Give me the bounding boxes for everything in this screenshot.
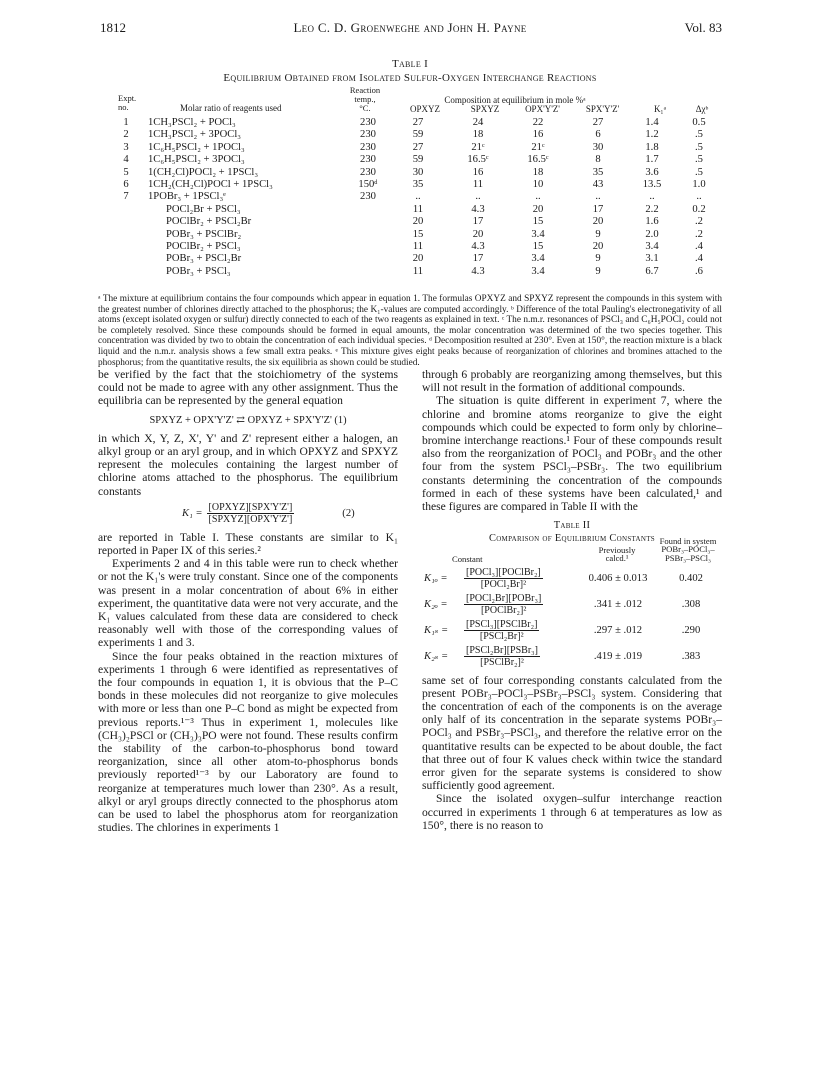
- mole-opxyz: 15: [412, 228, 424, 240]
- left-column: [98, 368, 398, 835]
- mole-opx2: 22: [532, 117, 544, 128]
- k-value: 1.8: [645, 141, 659, 153]
- table1-row: [104, 266, 722, 278]
- table2-row: [422, 592, 722, 618]
- previously-calculated: 0.406 ± 0.013: [588, 573, 648, 585]
- mole-opx2: 21ᶜ: [531, 141, 545, 153]
- reagent-ratio: POCl₂Br + PSCl₃: [166, 203, 241, 215]
- found-in-system: .308: [681, 599, 701, 611]
- reaction-temp: 230: [360, 166, 376, 178]
- mole-spx2: 30: [592, 141, 604, 153]
- mole-opxyz: 35: [412, 179, 424, 191]
- expression-denominator: [PSClBr₂]²: [480, 657, 524, 669]
- expt-no: 5: [123, 166, 129, 178]
- k-value: 1.2: [645, 129, 659, 141]
- expt-no: [104, 229, 148, 241]
- mole-spx2: 8: [595, 154, 601, 166]
- expt-no: 2: [123, 129, 129, 141]
- table1-row: [104, 216, 722, 228]
- delta-chi: .4: [695, 253, 703, 265]
- expt-no: 4: [123, 154, 129, 166]
- table1-row: [104, 154, 722, 166]
- k-value: 1.6: [645, 216, 659, 228]
- previously-calculated: .419 ± .019: [593, 651, 643, 663]
- mole-spxyz: 4.3: [471, 203, 485, 215]
- mole-opxyz: 11: [412, 203, 424, 215]
- reaction-temp: 230: [360, 117, 376, 128]
- constant-expression: [462, 644, 576, 670]
- reaction-temp: [348, 253, 388, 265]
- found-in-system: .383: [681, 651, 701, 663]
- constant-expression: [462, 618, 576, 644]
- table1-row: [104, 253, 722, 265]
- mole-spxyz: ..: [475, 191, 481, 203]
- reagent-ratio: 1CH₃PSCl₂ + POCl₃: [148, 117, 236, 128]
- mole-spxyz: 17: [472, 216, 484, 228]
- mole-opx2: 3.4: [531, 253, 545, 265]
- mole-spxyz: 4.3: [471, 241, 485, 253]
- delta-chi: .6: [695, 265, 703, 277]
- mole-opxyz: 20: [412, 253, 424, 265]
- table2-row: [422, 566, 722, 592]
- col-expt-header: Expt. no.: [118, 93, 137, 112]
- expt-no: [104, 253, 148, 265]
- col-temp-header: Reaction temp., °C.: [349, 85, 381, 113]
- reagent-ratio: POBr₃ + PSCl₂Br: [166, 253, 242, 265]
- table1-title: Equilibrium Obtained from Isolated Sulfur-Oxygen Interchange Reactions: [223, 72, 597, 84]
- col-spx2-header: SPX'Y'Z': [585, 104, 620, 114]
- col-k-header: K₁ᵃ: [653, 104, 667, 114]
- reaction-temp: 230: [360, 129, 376, 141]
- equation-1: SPXYZ + OPX'Y'Z' ⇄ OPXYZ + SPX'Y'Z' (1): [149, 414, 347, 426]
- mole-spxyz: 24: [472, 117, 484, 128]
- mole-spxyz: 20: [472, 228, 484, 240]
- mole-opx2: 20: [532, 203, 544, 215]
- right-column: [422, 368, 722, 832]
- mole-opxyz: 11: [412, 241, 424, 253]
- delta-chi: 0.2: [692, 203, 706, 215]
- mole-opxyz: ..: [415, 191, 421, 203]
- col-ratio-header: Molar ratio of reagents used: [180, 103, 282, 113]
- table1-row: [104, 241, 722, 253]
- mole-spxyz: 16.5ᶜ: [467, 154, 489, 166]
- equation-2: [98, 502, 398, 525]
- mole-opxyz: 59: [412, 154, 424, 166]
- expt-no: 6: [123, 179, 129, 191]
- mole-opx2: 3.4: [531, 228, 545, 240]
- constant-symbol: K₂ₛ =: [424, 651, 449, 663]
- k-value: 3.1: [645, 253, 659, 265]
- mole-opxyz: 27: [412, 117, 424, 128]
- mole-opx2: 16.5ᶜ: [527, 154, 549, 166]
- mole-spxyz: 21ᶜ: [471, 141, 485, 153]
- right-paragraph-3: same set of four corresponding constants calculated from the present POBr₃–POCl₃–PSBr₃–PSCl₃ system. Considering that the concentration of each of the components is on the average only half of its concentration in the separate systems POBr₃–POCl₃ and PSBr₃–PSCl₃, and therefore the relative error on the quantitative results can be expected to be about double, the fact that three out of four K values check within twice the standard error given for the separate systems is considered to show sufficiently good agreement.: [422, 673, 722, 793]
- mole-spx2: 17: [592, 203, 604, 215]
- col-dx-header: Δχᵇ: [695, 104, 709, 114]
- delta-chi: .2: [695, 216, 703, 228]
- table1-row: [104, 179, 722, 191]
- constant-expression: [462, 566, 576, 592]
- t2-col-found: Found in system POBr₃–POCl₃– PSBr₃–PSCl₃: [659, 535, 717, 563]
- k-value: 2.2: [645, 203, 659, 215]
- delta-chi: 0.5: [692, 117, 706, 128]
- expression-denominator: [POClBr₂]²: [480, 605, 527, 617]
- found-in-system: .290: [681, 625, 701, 637]
- mole-spx2: 43: [592, 179, 604, 191]
- mole-opx2: ..: [535, 191, 541, 203]
- k-value: 1.4: [645, 117, 659, 128]
- expression-denominator: [PSCl₂Br]²: [479, 631, 524, 643]
- expression-numerator: [POCl₂Br][POBr₃]: [466, 593, 542, 605]
- constant-symbol: K₁ₒ =: [424, 573, 448, 585]
- left-paragraph-4: Experiments 2 and 4 in this table were run to check whether or not the K₁'s were truly constant. Since one of the components was present in a molar concentration of about 6% in either experiment, the quantitative data were not very accurate, and the K₁ values calculated from these data are considered to check reasonably well with those of the corresponding values of experiments 1 and 3.: [98, 557, 398, 650]
- delta-chi: ..: [696, 191, 702, 203]
- k-value: 1.7: [645, 154, 659, 166]
- reaction-temp: [348, 229, 388, 241]
- table1-row: [104, 117, 722, 129]
- mole-spxyz: 11: [472, 179, 484, 191]
- col-composition-header: Composition at equilibrium in mole %ᵃ: [444, 95, 586, 105]
- table1-row: [104, 204, 722, 216]
- reaction-temp: 150ᵈ: [358, 179, 378, 191]
- expression-numerator: [PSCl₂Br][PSBr₃]: [466, 645, 538, 657]
- reagent-ratio: POBr₃ + PSClBr₂: [166, 228, 242, 240]
- mole-spx2: 9: [595, 265, 601, 277]
- left-paragraph-1: be verified by the fact that the stoichiometry of the systems could not be made to agree with any other assignment. Thus the equilibria can be represented by the general equation: [98, 368, 398, 408]
- reagent-ratio: POClBr₂ + PSCl₃: [166, 241, 241, 253]
- table1-footnotes: ᵃ The mixture at equilibrium contains the four compounds which appear in equation 1. The formulas OPXYZ and SPXYZ represent the compounds in this system with the greatest number of chlorines directly attached to the phosphorus; the K₁-values are computed accordingly. ᵇ Difference of the total Pauling's electronegativity of all atoms (except isolated oxygen or sulfur) directly connected to each of the two reagents as explained in text. ᶜ The n.m.r. resonances of PSCl₃ and C₆H₅POCl₂ could not be completely resolved. Since these compounds should be formed in equal amounts, the molar concentration was determined of the two species together. This concentration was divided by two to obtain the concentration of each individual species. ᵈ Decomposition resulted at 230°. Even at 150°, the reaction mixture is a black liquid and the n.m.r. analysis shows a few small extra peaks. ᵉ This mixture gives eight peaks because of reorganization of chlorines and bromines attached to the phosphorus; from the quantitative results, the six equilibria as shown could be studied.: [98, 294, 722, 368]
- reagent-ratio: POClBr₂ + PSCl₂Br: [166, 216, 252, 228]
- mole-spx2: 27: [592, 117, 604, 128]
- k-value: 3.6: [645, 166, 659, 178]
- col-opxyz-header: OPXYZ: [409, 104, 440, 114]
- delta-chi: .5: [695, 166, 703, 178]
- reaction-temp: 230: [360, 141, 376, 153]
- delta-chi: 1.0: [692, 179, 706, 191]
- k-value: 6.7: [645, 265, 659, 277]
- mole-opxyz: 20: [412, 216, 424, 228]
- k-value: 13.5: [642, 179, 662, 191]
- expt-no: 1: [123, 117, 129, 128]
- table1-label: Table I: [391, 58, 429, 70]
- table1-body: [104, 117, 722, 278]
- mole-spx2: 20: [592, 241, 604, 253]
- reaction-temp: [348, 241, 388, 253]
- mole-opx2: 16: [532, 129, 544, 141]
- mole-spx2: 35: [592, 166, 604, 178]
- table1-row: [104, 191, 722, 203]
- right-paragraph-1: through 6 probably are reorganizing among themselves, but this will not result in the formation of additional compounds.: [422, 368, 722, 395]
- reaction-temp: [348, 216, 388, 228]
- expt-no: 7: [123, 191, 129, 203]
- table2-body: [422, 566, 722, 670]
- table1-row: [104, 167, 722, 179]
- k-value: 3.4: [645, 241, 659, 253]
- mole-opx2: 18: [532, 166, 544, 178]
- expt-no: [104, 216, 148, 228]
- table2-label: Table II: [553, 520, 591, 532]
- mole-spx2: 9: [595, 253, 601, 265]
- reagent-ratio: 1C₆H₅PSCl₂ + 3POCl₃: [148, 154, 245, 166]
- reaction-temp: [348, 266, 388, 278]
- mole-opx2: 10: [532, 179, 544, 191]
- eq2-lhs: K₁ =: [182, 507, 203, 519]
- table1-row: [104, 229, 722, 241]
- table2-row: [422, 644, 722, 670]
- mole-opx2: 3.4: [531, 265, 545, 277]
- mole-opxyz: 30: [412, 166, 424, 178]
- reagent-ratio: 1POBr₃ + 1PSCl₃ᵉ: [148, 191, 226, 203]
- reagent-ratio: 1CH₃PSCl₂ + 3POCl₃: [148, 129, 242, 141]
- t2-col-prev: Previously calcd.¹: [598, 544, 636, 564]
- mole-opxyz: 27: [412, 141, 424, 153]
- table2-title: Comparison of Equilibrium Constants: [488, 533, 656, 545]
- reagent-ratio: 1(CH₂Cl)POCl₂ + 1PSCl₃: [148, 166, 259, 178]
- volume-label: Vol. 83: [684, 20, 722, 35]
- k-value: ..: [649, 191, 655, 203]
- mole-spx2: 20: [592, 216, 604, 228]
- constant-symbol: K₂ₒ =: [424, 599, 448, 611]
- k-value: 2.0: [645, 228, 659, 240]
- reagent-ratio: 1CH₂(CH₂Cl)POCl + 1PSCl₃: [148, 179, 273, 191]
- mole-spx2: 9: [595, 228, 601, 240]
- left-paragraph-3: are reported in Table I. These constants are similar to K₁ reported in Paper IX of this series.²: [98, 530, 398, 558]
- delta-chi: .5: [695, 154, 703, 166]
- t2-col-constant: Constant: [452, 553, 483, 564]
- reaction-temp: 230: [360, 154, 376, 166]
- right-paragraph-2: The situation is quite different in experiment 7, where the chlorine and bromine atoms reorganize to give the eight compounds which could be expected to form only by chlorine–bromine interchange reactions.¹ Four of these compounds result also from the reorganization of POCl₃ and POBr₃ and the other four from the system PSCl₃–PSBr₃. The two equilibrium constants determining the concentration of the compounds formed in each of these systems have been calculated,¹ and these figures are compared in Table II with the: [422, 394, 722, 514]
- expression-denominator: [POCl₂Br]²: [480, 579, 527, 591]
- mole-opxyz: 11: [412, 265, 424, 277]
- mole-spxyz: 17: [472, 253, 484, 265]
- running-authors: Leo C. D. Groenweghe and John H. Payne: [293, 20, 527, 35]
- mole-opx2: 15: [532, 216, 544, 228]
- expt-no: 3: [123, 141, 129, 153]
- delta-chi: .5: [695, 129, 703, 141]
- col-spxyz-header: SPXYZ: [470, 104, 500, 114]
- mole-opx2: 15: [532, 241, 544, 253]
- mole-spxyz: 4.3: [471, 265, 485, 277]
- expression-numerator: [POCl₃][POClBr₂]: [466, 567, 541, 579]
- expt-no: [104, 241, 148, 253]
- delta-chi: .4: [695, 241, 703, 253]
- delta-chi: .5: [695, 141, 703, 153]
- table2-row: [422, 618, 722, 644]
- eq2-numerator: [OPXYZ][SPX'Y'Z']: [208, 501, 293, 513]
- mole-spxyz: 16: [472, 166, 484, 178]
- eq2-denominator: [SPXYZ][OPX'Y'Z']: [208, 513, 293, 525]
- left-paragraph-5: Since the four peaks obtained in the reaction mixtures of experiments 1 through 6 were identified as representatives of the four compounds in equation 1, it is obvious that the P–C bonds in these molecules did not reorganize to give molecules with more or less than one P–C bond as might be expected from previous reports.¹⁻³ Thus in experiment 1, molecules like (CH₃)₂PSCl or (CH₃)₃PO were not found. These results confirm the stability of the carbon-to-phosphorus bond toward reorganization, since all other atom-to-phosphorus bonds previously reported¹⁻³ by our Laboratory are found to reorganize at temperatures much lower than 230°. As a result, alkyl or aryl groups directly connected to the phosphorus atom can be used to label the phosphorus atom for reorganization studies. The chlorines in experiments 1: [98, 649, 398, 835]
- reagent-ratio: 1C₆H₅PSCl₂ + 1POCl₃: [148, 141, 245, 153]
- mole-opxyz: 59: [412, 129, 424, 141]
- eq2-number: (2): [342, 507, 355, 519]
- reagent-ratio: POBr₃ + PSCl₃: [166, 265, 231, 277]
- left-paragraph-2: in which X, Y, Z, X', Y' and Z' represent either a halogen, an alkyl group or an aryl group, and in which OPXYZ and SPXYZ represent the molecules containing the largest number of chlorine atoms attached to the phosphorus. The equilibrium constants: [98, 431, 398, 498]
- found-in-system: 0.402: [679, 573, 703, 585]
- previously-calculated: .341 ± .012: [593, 599, 643, 611]
- constant-symbol: K₁ₛ =: [424, 625, 449, 637]
- reaction-temp: 230: [360, 191, 376, 203]
- constant-expression: [462, 592, 576, 618]
- table1-row: [104, 129, 722, 141]
- right-paragraph-4: Since the isolated oxygen–sulfur interchange reaction occurred in experiments 1 through 6 at temperatures as low as 150°, there is no reason to: [422, 792, 722, 832]
- mole-spx2: ..: [595, 191, 601, 203]
- previously-calculated: .297 ± .012: [593, 625, 643, 637]
- expt-no: [104, 204, 148, 216]
- col-opx2-header: OPX'Y'Z': [525, 104, 560, 114]
- mole-spx2: 6: [595, 129, 601, 141]
- expt-no: [104, 266, 148, 278]
- mole-spxyz: 18: [472, 129, 484, 141]
- page-number: 1812: [100, 20, 126, 35]
- delta-chi: .2: [695, 228, 703, 240]
- reaction-temp: [348, 204, 388, 216]
- table1-row: [104, 142, 722, 154]
- expression-numerator: [PSCl₃][PSClBr₂]: [466, 619, 538, 631]
